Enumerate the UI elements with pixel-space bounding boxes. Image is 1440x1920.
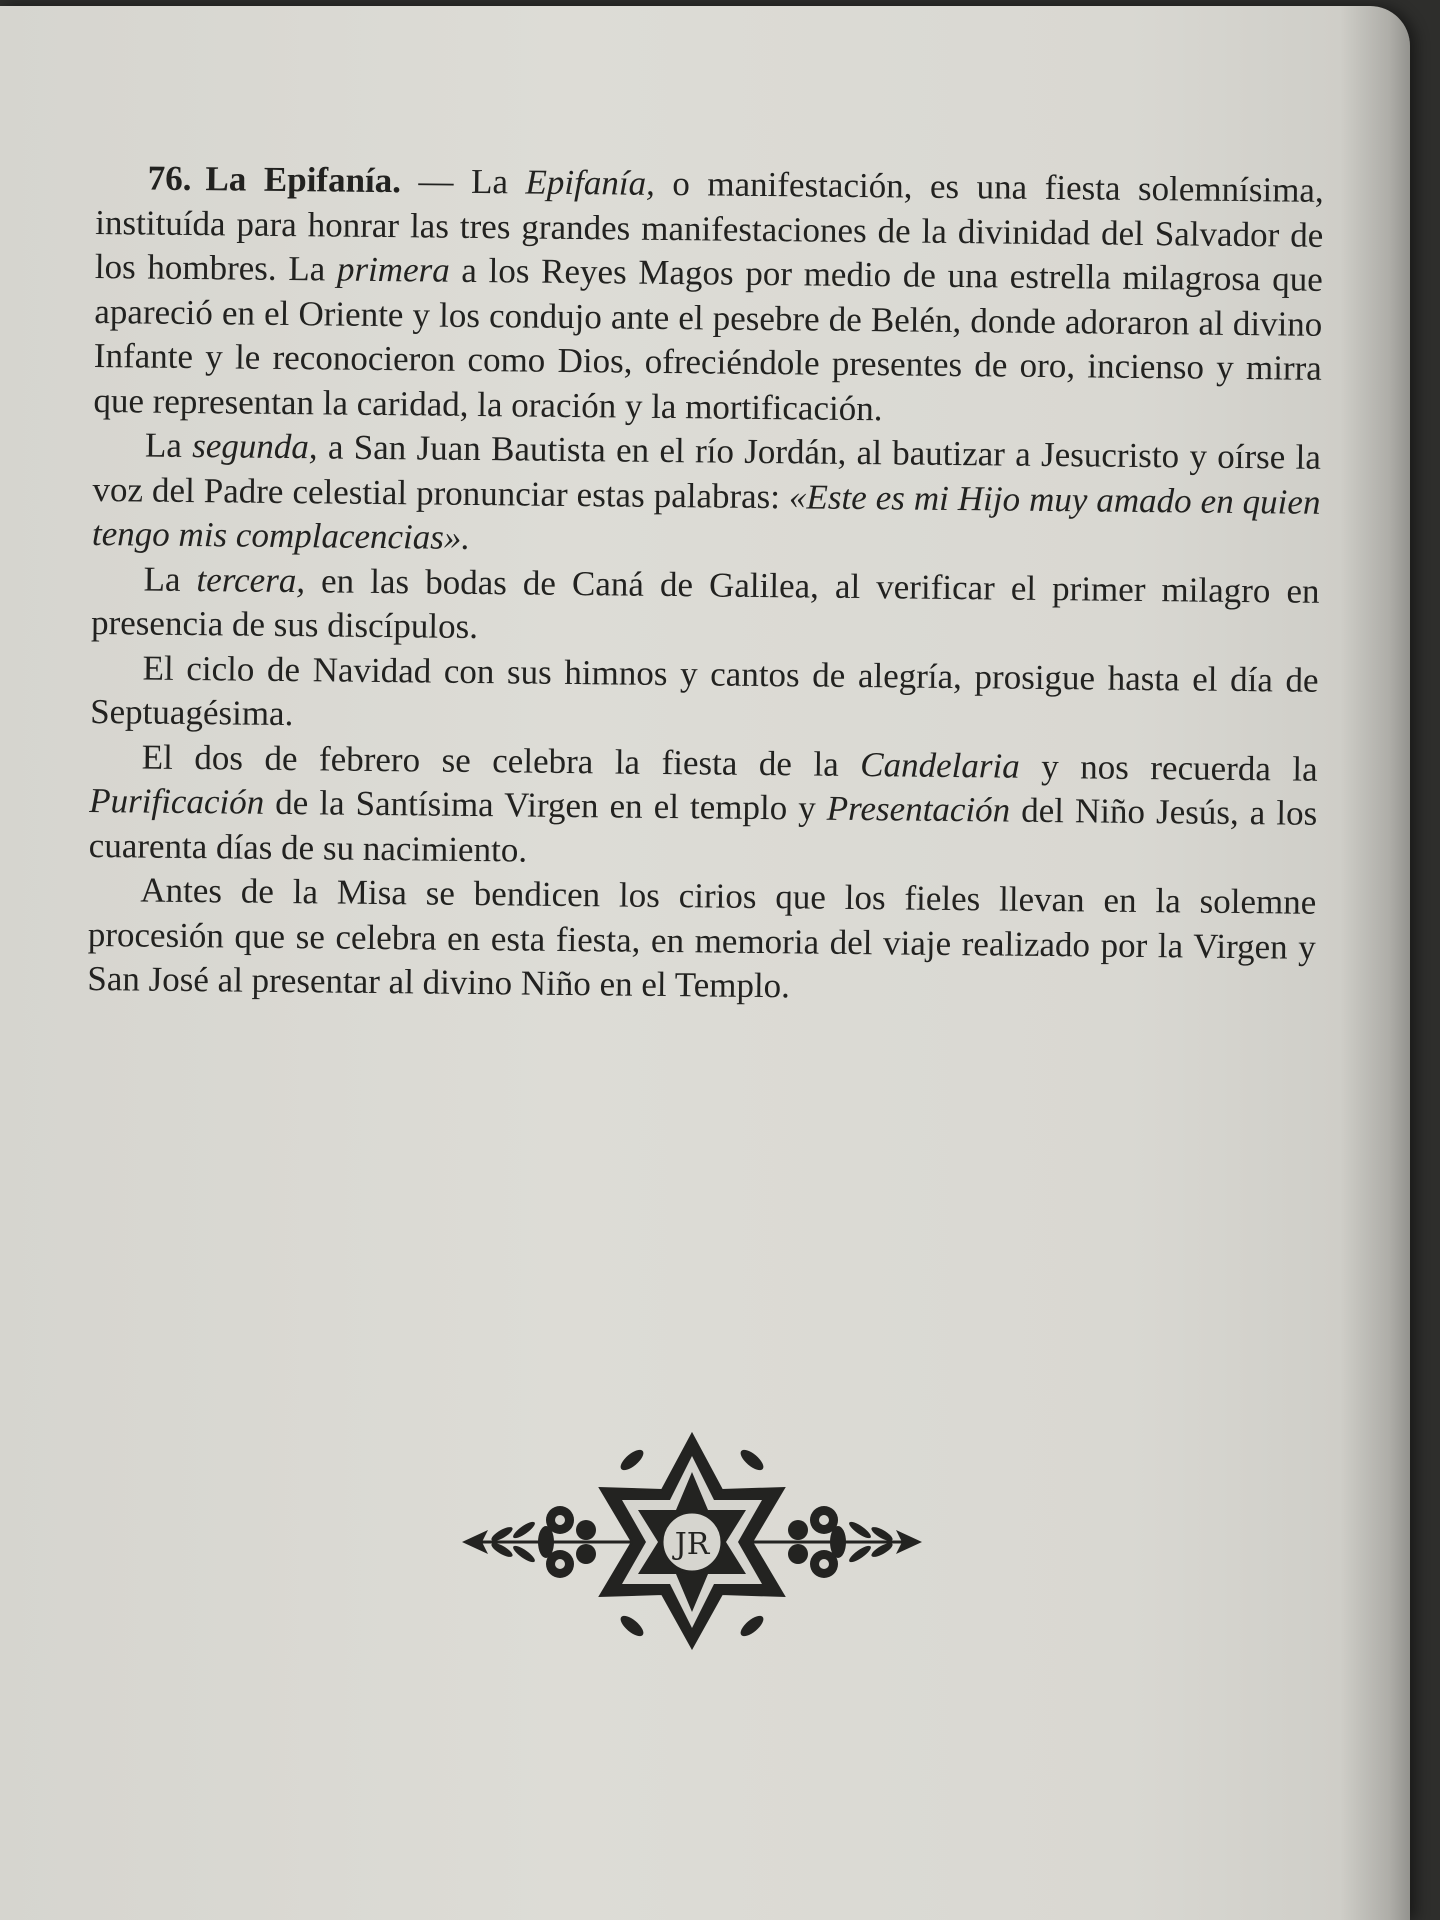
paragraph-text: La	[143, 559, 197, 599]
italic-term-primera: primera	[336, 249, 450, 290]
section-heading: La Epifanía.	[205, 159, 402, 201]
paragraph-candelaria	[89, 734, 1318, 880]
section-number: 76.	[147, 158, 192, 199]
paragraph-text: El dos de febrero se celebra la fiesta de la	[141, 737, 861, 784]
paragraph-text: en las bodas de Caná de Galilea, al verificar el primer milagro en presencia de sus discípulos.	[90, 560, 1320, 647]
italic-quote: «Este es mi Hijo muy amado en quien tengo mis complacencias».	[91, 476, 1321, 557]
book-page	[0, 6, 1410, 1920]
paragraph-text: de la Santísima Virgen en el templo y	[264, 782, 828, 828]
star-ornament-icon	[462, 1430, 922, 1650]
ornament-monogram: JR	[674, 1527, 710, 1562]
paragraph-text: a los Reyes Magos por medio de una estrella milagrosa que apareció en el Oriente y los condujo ante el pesebre de Belén, donde adoraron al divino Infante y le reconocieron como Dios, ofreciéndole presentes de oro, incienso y mirra que representan la caridad, la oración y la mortificación.	[93, 250, 1323, 428]
page-edge-shadow	[1340, 6, 1410, 1920]
paragraph-text: La	[144, 425, 193, 466]
paragraph-text: o manifestación, es una fiesta solemnísima, instituída para honrar las tres grandes manifestaciones de la divinidad del Salvador de los hombres. La	[94, 163, 1324, 289]
paragraph-segunda	[92, 423, 1321, 569]
italic-term-epifania: Epifanía,	[525, 162, 656, 203]
text-body	[87, 156, 1324, 1014]
italic-term-purificacion: Purificación	[89, 780, 265, 822]
italic-term-candelaria: Candelaria	[860, 744, 1020, 786]
paragraph-misa: Antes de la Misa se bendicen los cirios que los fieles llevan en la solemne procesión que se celebra en esta fiesta, en memoria del viaje realizado por la Virgen y San José al presentar al divino Niño en el Templo.	[87, 870, 1317, 1006]
italic-term-segunda: segunda,	[192, 426, 318, 467]
paragraph-epifania-intro	[93, 156, 1324, 436]
paragraph-text: a San Juan Bautista en el río Jordán, al bautizar a Jesucristo y oírse la voz del Padre celestial pronunciar estas palabras:	[92, 427, 1322, 516]
paragraph-navidad: El ciclo de Navidad con sus himnos y cantos de alegría, prosigue hasta el día de Septuagésima.	[89, 648, 1319, 734]
italic-term-tercera: tercera,	[196, 559, 306, 600]
heading-dash: — La	[400, 161, 526, 202]
paragraph-text: del Niño Jesús, a los cuarenta días de su nacimiento.	[88, 790, 1318, 870]
italic-term-presentacion: Presentación	[826, 788, 1011, 830]
paragraph-text: y nos recuerda la	[1019, 746, 1318, 789]
paragraph-tercera	[91, 556, 1320, 658]
